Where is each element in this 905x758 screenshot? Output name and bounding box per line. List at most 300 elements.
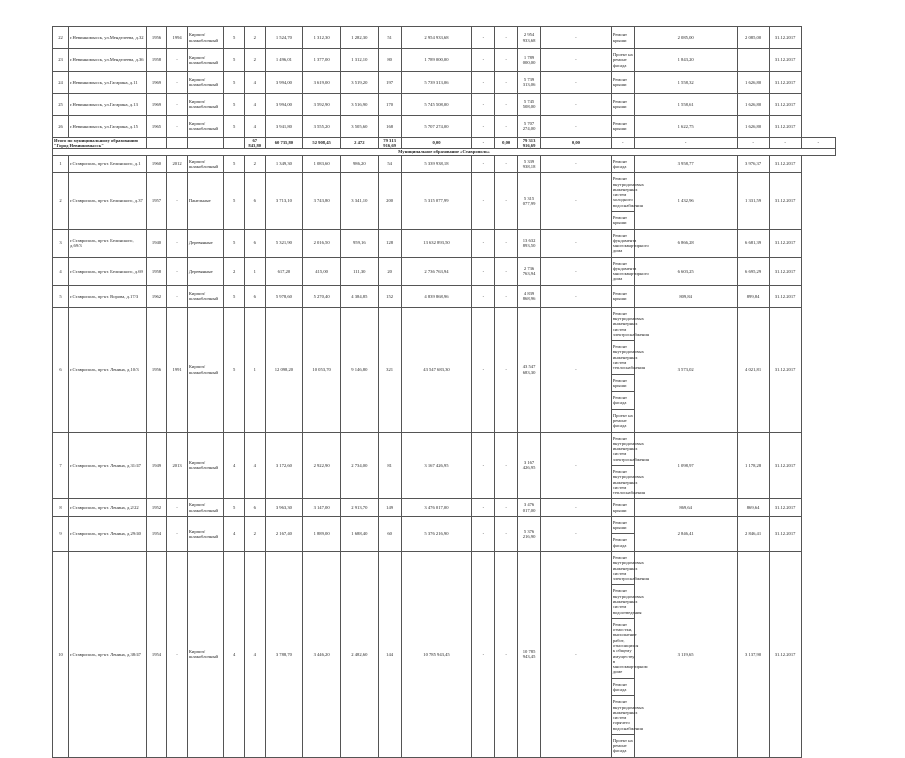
cell-date: 31.12.2017: [769, 432, 801, 499]
cell-address: г.Ставрополь, пр-кт. Ленина, д.2/22: [69, 499, 147, 517]
cell-cost-total: 5 376 216,90: [401, 516, 472, 551]
cell-date: 31.12.2017: [769, 27, 801, 49]
cell-c1: -: [472, 257, 495, 285]
cell-floors: 4: [224, 516, 245, 551]
cell-area-total: 3 713,10: [265, 173, 303, 229]
cell-num: 9: [53, 516, 69, 551]
cell-num: 8: [53, 499, 69, 517]
cell-wall: Кирпич/ шлакоблочный: [187, 307, 224, 432]
cell-works: [611, 516, 634, 551]
cell-entrances: 6: [244, 499, 265, 517]
cell-c2: -: [495, 71, 518, 93]
cell-limit: 1 626,80: [737, 115, 769, 137]
cell-area-total: 1 349,30: [265, 155, 303, 173]
cell-works: [611, 27, 634, 49]
cell-c2: -: [495, 285, 518, 307]
cell-c1: -: [472, 71, 495, 93]
cell-date: 31.12.2017: [769, 285, 801, 307]
cell-area-dwell: 3 446,20: [303, 552, 341, 758]
cell-area-total: 1 524,70: [265, 27, 303, 49]
cell-cost-total: 3 476 017,00: [401, 499, 472, 517]
cell-area-res: 2 913,70: [340, 499, 378, 517]
work-item: Ремонт отмостки, выполнение работ, относящихся к общему имуществу в многоквартирном доме: [612, 618, 634, 678]
cell-area-dwell: 3 619,00: [303, 71, 341, 93]
cell-num: 25: [53, 93, 69, 115]
cell-c1: -: [472, 27, 495, 49]
cell-area-res: 986,20: [340, 155, 378, 173]
work-item: Ремонт внутридомовых инженерных систем горячего водоснабжения: [612, 695, 634, 734]
cell-cost-total: 2 954 933,68: [401, 27, 472, 49]
cell-area-dwell: 2 016,50: [303, 229, 341, 257]
table-row: [53, 27, 836, 49]
cell-c3: 3 476 017,00: [518, 499, 541, 517]
cell-floors: 5: [224, 115, 245, 137]
cell-cost-total: 5 707 274,00: [401, 115, 472, 137]
cell-entrances: 4: [244, 432, 265, 499]
work-item: Ремонт крыши: [612, 290, 628, 302]
cell-c1: -: [472, 93, 495, 115]
cell-limit: 4 021,81: [737, 307, 769, 432]
cell-floors: 5: [224, 229, 245, 257]
table-row: [53, 285, 836, 307]
cell-area-dwell: 3 147,00: [303, 499, 341, 517]
cell-year-overhaul: -: [167, 257, 188, 285]
cell-year-built: 1958: [146, 257, 167, 285]
cell-c2: -: [495, 155, 518, 173]
cell-address: г.Ставрополь, пр-кт. Ленина, д.31/47: [69, 432, 147, 499]
cell-limit: 6 695,29: [737, 257, 769, 285]
cell-c4: -: [540, 552, 611, 758]
cell-residents: 51: [378, 27, 401, 49]
cell-wall: Кирпич/ шлакоблочный: [187, 93, 224, 115]
cell-c4: -: [540, 49, 611, 72]
total-cell: -: [634, 137, 737, 149]
cell-area-dwell: 3 555,20: [303, 115, 341, 137]
cell-area-res: 2 734,00: [340, 432, 378, 499]
cell-limit: 1 626,80: [737, 93, 769, 115]
cell-c4: -: [540, 71, 611, 93]
cell-residents: 20: [378, 257, 401, 285]
work-item: Ремонт фундамента многоквартирного дома: [612, 260, 649, 282]
cell-wall: Кирпич/ шлакоблочный: [187, 27, 224, 49]
cell-c1: -: [472, 499, 495, 517]
work-item: Ремонт крыши: [612, 77, 628, 88]
total-cell: 0,00: [540, 137, 611, 149]
cell-spec: 1 432,96: [634, 173, 737, 229]
cell-entrances: 1: [244, 257, 265, 285]
work-item: Ремонт крыши: [612, 121, 628, 132]
cell-cost-total: 5 339 938,18: [401, 155, 472, 173]
cell-cost-total: 10 785 943,45: [401, 552, 472, 758]
cell-area-total: 3 994,00: [265, 93, 303, 115]
cell-area-total: 1 496,01: [265, 49, 303, 72]
work-item: Ремонт крыши: [612, 32, 628, 43]
total-cell: 79 313 916,69: [518, 137, 541, 149]
cell-year-overhaul: 2013: [167, 432, 188, 499]
cell-wall: Кирпич/ шлакоблочный: [187, 71, 224, 93]
cell-area-total: 617,20: [265, 257, 303, 285]
cell-c1: -: [472, 155, 495, 173]
cell-c4: -: [540, 27, 611, 49]
cell-works: [611, 257, 649, 285]
cell-c2: -: [495, 257, 518, 285]
cell-num: 7: [53, 432, 69, 499]
total-cell: 60 735,80: [265, 137, 303, 149]
cell-c4: -: [540, 285, 611, 307]
work-item: Ремонт фундамента многоквартирного дома: [612, 232, 649, 254]
cell-c4: -: [540, 499, 611, 517]
cell-c2: -: [495, 229, 518, 257]
total-cell: -: [801, 137, 835, 149]
cell-works: [611, 432, 649, 499]
cell-limit: 3 137,90: [737, 552, 769, 758]
cell-year-overhaul: 1994: [167, 27, 188, 49]
cell-c3: 43 547 683,30: [518, 307, 541, 432]
table-row: [53, 516, 836, 551]
cell-c3: 10 785 943,45: [518, 552, 541, 758]
cell-c4: -: [540, 432, 611, 499]
cell-area-res: 3 341,10: [340, 173, 378, 229]
cell-year-built: 1965: [146, 115, 167, 137]
cell-c1: -: [472, 49, 495, 72]
work-item: Ремонт фасада: [612, 533, 634, 551]
cell-area-dwell: 3 592,90: [303, 93, 341, 115]
cell-wall: Кирпич/ шлакоблочный: [187, 155, 224, 173]
cell-cost-total: 5 745 508,00: [401, 93, 472, 115]
cell-c4: -: [540, 93, 611, 115]
table-row: [53, 552, 836, 758]
total-cell: 0,00: [495, 137, 518, 149]
cell-floors: 5: [224, 499, 245, 517]
cell-c3: 2 954 933,68: [518, 27, 541, 49]
cell-year-overhaul: -: [167, 499, 188, 517]
cell-year-built: 1960: [146, 155, 167, 173]
cell-year-overhaul: -: [167, 285, 188, 307]
total-cell: [146, 137, 167, 149]
cell-limit: 2 085,00: [737, 27, 769, 49]
cell-address: г.Невинномысск, ул.Менделеева, д.36: [69, 49, 147, 72]
total-cell: 2 472: [340, 137, 378, 149]
cell-floors: 5: [224, 285, 245, 307]
table-row: [53, 229, 836, 257]
cell-cost-total: 5 315 077,99: [401, 173, 472, 229]
cell-entrances: 4: [244, 93, 265, 115]
cell-c2: -: [495, 49, 518, 72]
cell-floors: 5: [224, 173, 245, 229]
cell-residents: 60: [378, 516, 401, 551]
cell-spec: 1 558,61: [634, 93, 737, 115]
cell-year-overhaul: 1991: [167, 307, 188, 432]
work-item: Ремонт фасада: [612, 158, 628, 169]
cell-limit: 869,64: [737, 499, 769, 517]
cell-date: 31.12.2017: [769, 93, 801, 115]
cell-year-overhaul: -: [167, 173, 188, 229]
cell-floors: 4: [224, 552, 245, 758]
cell-spec: 869,64: [634, 499, 737, 517]
cell-year-built: 1956: [146, 307, 167, 432]
cell-works: [611, 499, 634, 517]
cell-works: [611, 552, 649, 758]
work-item: Ремонт фасада: [612, 678, 634, 696]
cell-cost-total: 13 632 893,50: [401, 229, 472, 257]
cell-residents: 200: [378, 173, 401, 229]
cell-cost-total: 4 839 868,96: [401, 285, 472, 307]
cell-wall: Кирпич/ шлакоблочный: [187, 285, 224, 307]
table-row: [53, 432, 836, 499]
cell-year-built: 1969: [146, 71, 167, 93]
cell-wall: Деревянные: [187, 229, 224, 257]
cell-area-total: 5 321,90: [265, 229, 303, 257]
cell-date: 31.12.2017: [769, 257, 801, 285]
work-item: Проект на ремонт фасада: [612, 409, 634, 432]
cell-area-res: 3 516,90: [340, 93, 378, 115]
cell-entrances: 2: [244, 49, 265, 72]
cell-c3: 2 736 763,94: [518, 257, 541, 285]
cell-c3: 5 745 508,00: [518, 93, 541, 115]
cell-area-dwell: 5 270,40: [303, 285, 341, 307]
table-row: [53, 173, 836, 229]
cell-area-res: 1 312,10: [340, 49, 378, 72]
cell-year-built: 1952: [146, 499, 167, 517]
cell-floors: 5: [224, 49, 245, 72]
cell-c3: 5 707 274,00: [518, 115, 541, 137]
work-item: Проект на ремонт фасада: [612, 734, 634, 757]
cell-wall: Кирпич/ шлакоблочный: [187, 499, 224, 517]
total-cell: -: [472, 137, 495, 149]
cell-residents: 170: [378, 93, 401, 115]
total-cell: [224, 137, 245, 149]
cell-limit: 1 626,80: [737, 71, 769, 93]
cell-area-total: 3 994,00: [265, 71, 303, 93]
table-row: [53, 155, 836, 173]
cell-spec: 1 558,32: [634, 71, 737, 93]
cell-c2: -: [495, 115, 518, 137]
cell-c3: 5 376 216,90: [518, 516, 541, 551]
cell-area-total: 3 788,70: [265, 552, 303, 758]
cell-floors: 5: [224, 71, 245, 93]
total-cell: 52 908,45: [303, 137, 341, 149]
work-item: Ремонт внутридомовых инженерных систем электроснабжения: [612, 310, 649, 337]
cell-date: 31.12.2017: [769, 49, 801, 72]
cell-works: [611, 71, 634, 93]
cell-residents: 152: [378, 285, 401, 307]
total-cell: 79 313 916,69: [378, 137, 401, 149]
cell-area-res: 959,16: [340, 229, 378, 257]
cell-floors: 5: [224, 93, 245, 115]
cell-residents: 81: [378, 432, 401, 499]
cell-c1: -: [472, 552, 495, 758]
cell-area-total: 3 172,60: [265, 432, 303, 499]
cell-residents: 149: [378, 499, 401, 517]
cell-entrances: 2: [244, 155, 265, 173]
cell-area-dwell: 10 053,70: [303, 307, 341, 432]
cell-year-built: 1958: [146, 49, 167, 72]
cell-floors: 4: [224, 432, 245, 499]
cell-num: 1: [53, 155, 69, 173]
cell-c4: -: [540, 307, 611, 432]
cell-num: 5: [53, 285, 69, 307]
cell-date: 31.12.2017: [769, 229, 801, 257]
table-row: [53, 49, 836, 72]
work-item: Ремонт крыши: [612, 519, 628, 531]
cell-residents: 321: [378, 307, 401, 432]
cell-c3: 4 839 868,96: [518, 285, 541, 307]
cell-num: 3: [53, 229, 69, 257]
cell-works: [611, 115, 634, 137]
cell-residents: 54: [378, 155, 401, 173]
cell-wall: Панельные: [187, 173, 224, 229]
cell-c1: -: [472, 516, 495, 551]
cell-address: г.Ставрополь, пр-кт. Ворова, д.17/3: [69, 285, 147, 307]
cell-wall: Кирпич/ шлакоблочный: [187, 516, 224, 551]
cell-year-built: 1962: [146, 285, 167, 307]
section-total-row: [53, 137, 836, 149]
cell-wall: Кирпич/ шлакоблочный: [187, 49, 224, 72]
cell-residents: 168: [378, 115, 401, 137]
cell-cost-total: 3 167 426,95: [401, 432, 472, 499]
cell-works: [611, 307, 649, 432]
work-item: Ремонт крыши: [612, 99, 628, 110]
cell-year-overhaul: 2012: [167, 155, 188, 173]
cell-date: 31.12.2017: [769, 499, 801, 517]
municipality-header: Муниципальное образование «Ставрополь»: [53, 149, 836, 155]
cell-area-total: 12 098,20: [265, 307, 303, 432]
cell-limit: 3 976,37: [737, 155, 769, 173]
cell-year-overhaul: -: [167, 229, 188, 257]
cell-limit: 1 178,28: [737, 432, 769, 499]
cell-entrances: 2: [244, 516, 265, 551]
overhaul-register-table: [52, 26, 836, 758]
cell-entrances: 6: [244, 285, 265, 307]
work-item: Ремонт крыши: [612, 374, 634, 392]
cell-c3: 1 789 000,00: [518, 49, 541, 72]
cell-c2: -: [495, 499, 518, 517]
cell-area-res: 1 282,30: [340, 27, 378, 49]
cell-year-built: 1954: [146, 516, 167, 551]
cell-wall: Деревянные: [187, 257, 224, 285]
cell-entrances: 6: [244, 229, 265, 257]
cell-c2: -: [495, 516, 518, 551]
cell-entrances: 1: [244, 307, 265, 432]
cell-address: г.Невинномысск, ул.Гагарина, д.13: [69, 93, 147, 115]
cell-c1: -: [472, 432, 495, 499]
cell-c2: -: [495, 552, 518, 758]
cell-year-built: 1940: [146, 229, 167, 257]
cell-area-dwell: 415,00: [303, 257, 341, 285]
cell-num: 23: [53, 49, 69, 72]
cell-wall: Кирпич/ шлакоблочный: [187, 552, 224, 758]
cell-year-overhaul: -: [167, 71, 188, 93]
cell-spec: 809,84: [634, 285, 737, 307]
cell-area-dwell: 1 889,00: [303, 516, 341, 551]
cell-area-res: 3 505,60: [340, 115, 378, 137]
cell-year-built: 1957: [146, 173, 167, 229]
cell-area-total: 2 167,40: [265, 516, 303, 551]
cell-address: г.Невинномысск, ул.Гагарина, д.15: [69, 115, 147, 137]
cell-limit: 1 331,59: [737, 173, 769, 229]
cell-entrances: 4: [244, 71, 265, 93]
cell-limit: 2 846,41: [737, 516, 769, 551]
cell-c2: -: [495, 307, 518, 432]
cell-area-dwell: 3 743,80: [303, 173, 341, 229]
cell-date: 31.12.2017: [769, 115, 801, 137]
cell-entrances: 4: [244, 552, 265, 758]
cell-cost-total: 43 547 683,30: [401, 307, 472, 432]
cell-works: [611, 173, 644, 229]
cell-area-total: 5 978,60: [265, 285, 303, 307]
cell-date: 31.12.2017: [769, 516, 801, 551]
cell-cost-total: 5 739 313,06: [401, 71, 472, 93]
cell-c3: 5 315 077,99: [518, 173, 541, 229]
cell-c4: -: [540, 173, 611, 229]
cell-c4: -: [540, 229, 611, 257]
cell-c3: 5 339 938,18: [518, 155, 541, 173]
total-cell: -: [737, 137, 769, 149]
cell-area-dwell: 1 312,30: [303, 27, 341, 49]
cell-c3: 3 167 426,95: [518, 432, 541, 499]
total-cell: [187, 137, 224, 149]
cell-date: 31.12.2017: [769, 552, 801, 758]
cell-c4: -: [540, 155, 611, 173]
cell-spec: 6 603,25: [634, 257, 737, 285]
cell-entrances: 4: [244, 115, 265, 137]
cell-entrances: 6: [244, 173, 265, 229]
cell-c4: -: [540, 115, 611, 137]
cell-residents: 144: [378, 552, 401, 758]
cell-c3: 5 739 313,06: [518, 71, 541, 93]
cell-wall: Кирпич/ шлакоблочный: [187, 115, 224, 137]
cell-address: г.Ставрополь, пр-кт. Белинского, д.69: [69, 257, 147, 285]
table-row: [53, 257, 836, 285]
cell-works: [611, 49, 634, 72]
work-item: Ремонт внутридомовых инженерных систем теплоснабжения: [612, 340, 634, 373]
cell-c2: -: [495, 432, 518, 499]
cell-area-dwell: 1 083,60: [303, 155, 341, 173]
cell-c2: -: [495, 93, 518, 115]
cell-area-dwell: 1 377,00: [303, 49, 341, 72]
cell-spec: 1 098,97: [634, 432, 737, 499]
cell-c3: 13 632 893,50: [518, 229, 541, 257]
cell-year-overhaul: -: [167, 49, 188, 72]
cell-year-built: 1956: [146, 27, 167, 49]
cell-c2: -: [495, 173, 518, 229]
cell-wall: Кирпич/ шлакоблочный: [187, 432, 224, 499]
cell-address: г.Ставрополь, пр-кт. Белинского, д.69/3: [69, 229, 147, 257]
cell-num: 26: [53, 115, 69, 137]
cell-floors: 5: [224, 155, 245, 173]
work-item: Ремонт крыши: [612, 211, 634, 229]
cell-address: г.Ставрополь, пр-кт. Белинского, д.1: [69, 155, 147, 173]
total-cell: -: [611, 137, 634, 149]
work-item: Ремонт крыши: [612, 502, 628, 513]
cell-year-built: 1954: [146, 552, 167, 758]
work-item: Проект на ремонт фасада: [612, 52, 633, 68]
cell-year-built: 1969: [146, 93, 167, 115]
cell-area-dwell: 2 922,90: [303, 432, 341, 499]
cell-spec: 1 843,20: [634, 49, 737, 72]
cell-year-overhaul: -: [167, 516, 188, 551]
cell-address: г.Ставрополь, пр-кт. Ленина, д.38/47: [69, 552, 147, 758]
cell-date: 31.12.2017: [769, 307, 801, 432]
table-row: [53, 307, 836, 432]
cell-cost-total: 1 789 000,00: [401, 49, 472, 72]
cell-spec: 2 846,41: [634, 516, 737, 551]
cell-works: [611, 155, 634, 173]
cell-c2: -: [495, 27, 518, 49]
work-item: Ремонт фасада: [612, 391, 634, 409]
cell-area-total: 3 963,30: [265, 499, 303, 517]
table-row: [53, 93, 836, 115]
